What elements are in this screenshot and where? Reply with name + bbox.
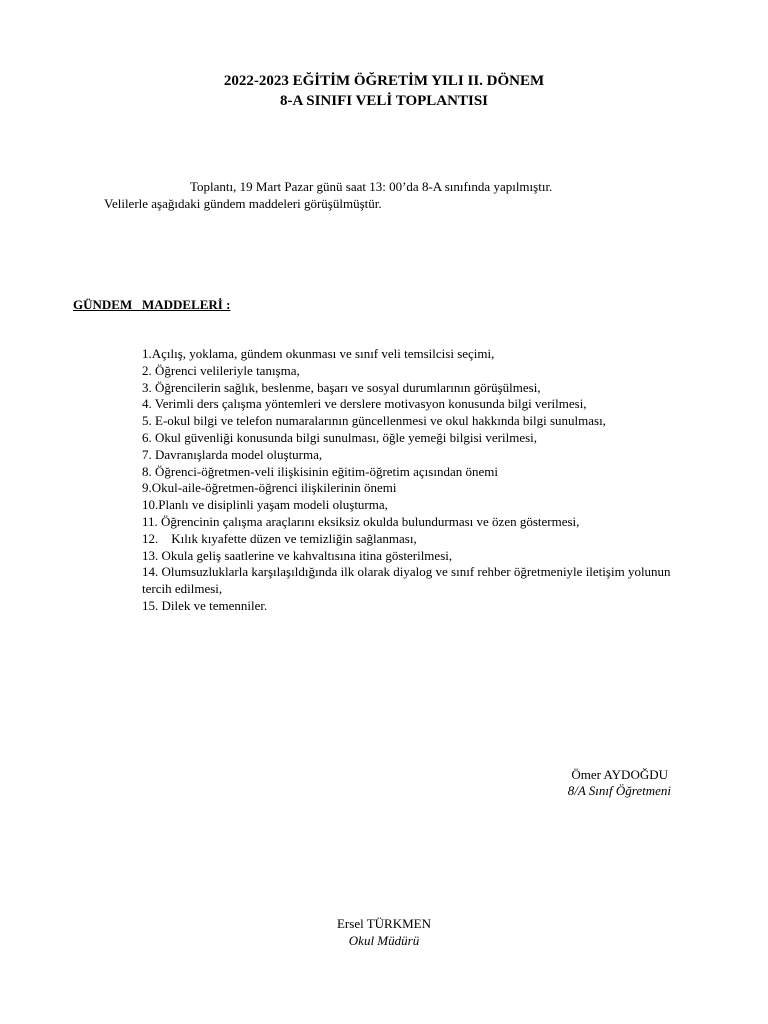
agenda-item: 1.Açılış, yoklama, gündem okunması ve sınıf veli temsilcisi seçimi, <box>142 346 495 361</box>
agenda-item: 9.Okul-aile-öğretmen-öğrenci ilişkilerinin önemi <box>142 480 397 496</box>
agenda-item: 11. Öğrencinin çalışma araçlarını eksiksiz okulda bulundurması ve özen göstermesi, <box>142 513 580 529</box>
intro-line2: Velilerle aşağıdaki gündem maddeleri görüşülmüştür. <box>104 196 382 211</box>
agenda-list <box>142 346 682 615</box>
agenda-item: 15. Dilek ve temenniler. <box>142 597 268 613</box>
agenda-heading: GÜNDEM MADDELERİ : <box>73 297 231 312</box>
agenda-item: 13. Okula geliş saatlerine ve kahvaltısına itina gösterilmesi, <box>142 547 453 563</box>
intro-line1: Toplantı, 19 Mart Pazar günü saat 13: 00’da 8-A sınıfında yapılmıştır. <box>190 179 553 194</box>
document-title-line2: 8-A SINIFI VELİ TOPLANTISI <box>280 93 488 109</box>
agenda-item: 5. E-okul bilgi ve telefon numaralarının güncellenmesi ve okul hakkında bilgi sunulması, <box>142 413 606 429</box>
teacher-name: Ömer AYDOĞDU <box>571 767 668 782</box>
document-title-line1: 2022-2023 EĞİTİM ÖĞRETİM YILI II. DÖNEM <box>223 73 545 89</box>
agenda-item: 4. Verimli ders çalışma yöntemleri ve derslere motivasyon konusunda bilgi verilmesi, <box>142 396 587 412</box>
principal-name: Ersel TÜRKMEN <box>336 916 431 931</box>
agenda-item: 3. Öğrencilerin sağlık, beslenme, başarı ve sosyal durumlarının görüşülmesi, <box>142 379 541 395</box>
principal-role: Okul Müdürü <box>348 933 420 948</box>
agenda-item: 10.Planlı ve disiplinli yaşam modeli oluşturma, <box>142 497 388 513</box>
agenda-item: 12. Kılık kıyafette düzen ve temizliğin sağlanması, <box>142 530 417 546</box>
agenda-item: 14. Olumsuzluklarla karşılaşıldığında ilk olarak diyalog ve sınıf rehber öğretmeniyle iletişim yolunun tercih edilmesi, <box>142 564 674 597</box>
teacher-role: 8/A Sınıf Öğretmeni <box>567 783 671 798</box>
agenda-item: 2. Öğrenci velileriyle tanışma, <box>142 362 300 378</box>
agenda-item: 8. Öğrenci-öğretmen-veli ilişkisinin eğitim-öğretim açısından önemi <box>142 463 498 479</box>
agenda-item: 7. Davranışlarda model oluşturma, <box>142 446 323 462</box>
agenda-item: 6. Okul güvenliği konusunda bilgi sunulması, öğle yemeği bilgisi verilmesi, <box>142 429 538 445</box>
